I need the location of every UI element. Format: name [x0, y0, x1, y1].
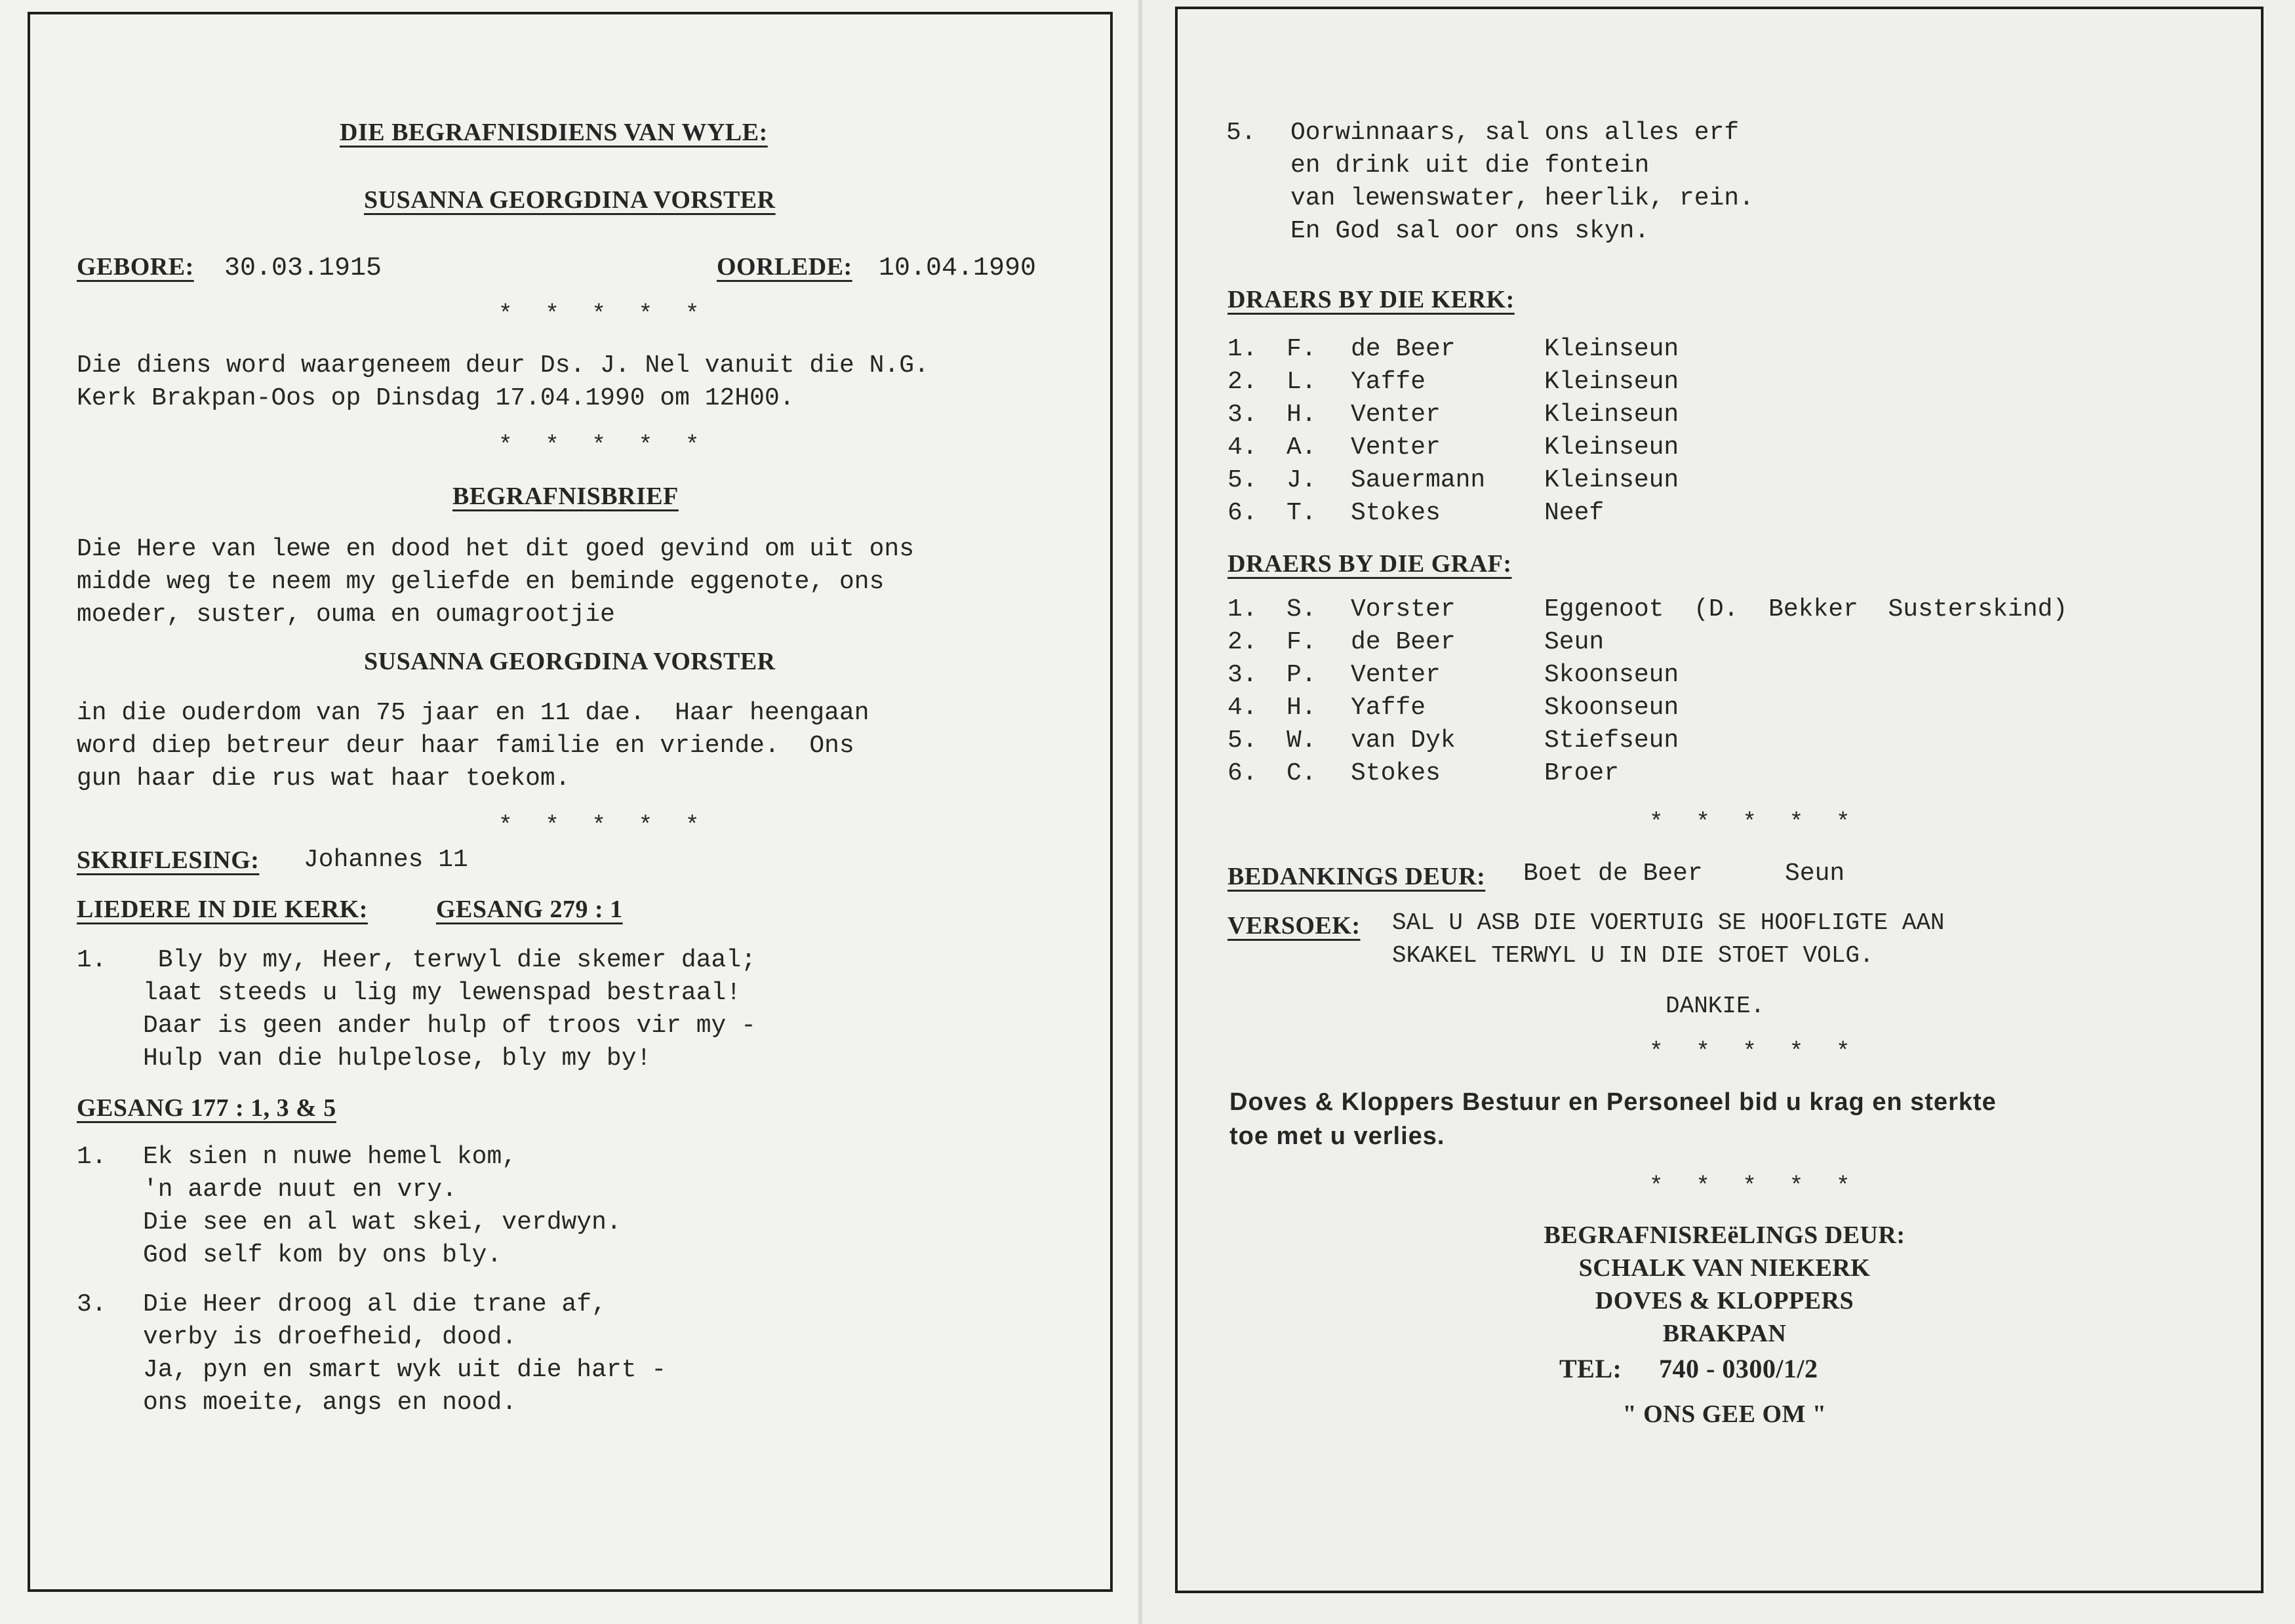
condolence-line-1: Doves & Kloppers Bestuur en Personeel bid u krag en sterkte [1229, 1088, 1997, 1116]
thanks-name: Boet de Beer [1523, 860, 1703, 888]
song2-verse3-line-4: ons moeite, angs en nood. [143, 1389, 517, 1417]
song1-number: 1. [77, 946, 107, 974]
letter-title: BEGRAFNISBRIEF [452, 483, 679, 510]
bearer-surname: Yaffe [1351, 368, 1426, 396]
arrangements-line-4: BRAKPAN [1662, 1320, 1787, 1347]
bearer-surname: Sauermann [1351, 466, 1486, 494]
song1-line-3: Daar is geen ander hulp of troos vir my - [143, 1012, 756, 1040]
song2-verse1-line-4: God self kom by ons bly. [143, 1241, 502, 1269]
age-line-2: word diep betreur deur haar familie en vriende. Ons [77, 732, 854, 760]
bearer-num: 4. [1227, 433, 1258, 462]
verse5-number: 5. [1226, 119, 1256, 147]
bearer-num: 6. [1227, 759, 1258, 787]
song2-verse3-line-1: Die Heer droog al die trane af, [143, 1290, 607, 1318]
bearer-surname: Venter [1351, 401, 1441, 429]
arrangements-line-1: BEGRAFNISREëLINGS DEUR: [1544, 1221, 1906, 1249]
verse5-line-3: van lewenswater, heerlik, rein. [1290, 184, 1754, 212]
song2-verse1-line-3: Die see en al wat skei, verdwyn. [143, 1208, 622, 1237]
separator-stars: * * * * * [1649, 1039, 1860, 1065]
condolence-line-2: toe met u verlies. [1229, 1122, 1445, 1150]
deceased-name-repeat: SUSANNA GEORGDINA VORSTER [364, 648, 776, 675]
song2-verse1-line-1: Ek sien n nuwe hemel kom, [143, 1143, 517, 1171]
bearer-relation: Skoonseun [1544, 661, 1679, 689]
bearer-num: 2. [1227, 628, 1258, 656]
bearer-relation: Eggenoot (D. Bekker Susterskind) [1544, 595, 2068, 624]
bearer-init: A. [1287, 433, 1317, 462]
church-bearers-label: DRAERS BY DIE KERK: [1227, 286, 1515, 313]
deceased-name: SUSANNA GEORGDINA VORSTER [364, 186, 776, 214]
arrangements-line-2: SCHALK VAN NIEKERK [1578, 1254, 1871, 1282]
bearer-surname: van Dyk [1351, 726, 1456, 755]
bearer-init: J. [1287, 466, 1317, 494]
age-line-3: gun haar die rus wat haar toekom. [77, 764, 570, 793]
arrangements-line-3: DOVES & KLOPPERS [1595, 1287, 1854, 1315]
song2-verse3-line-2: verby is droefheid, dood. [143, 1323, 517, 1351]
verse5-line-2: en drink uit die fontein [1290, 151, 1650, 180]
song2-verse3-line-3: Ja, pyn en smart wyk uit die hart - [143, 1356, 667, 1384]
bearer-init: F. [1287, 335, 1317, 363]
song2-label: GESANG 177 : 1, 3 & 5 [77, 1094, 336, 1122]
letter-line-3: moeder, suster, ouma en oumagrootjie [77, 601, 615, 629]
bearer-num: 3. [1227, 401, 1258, 429]
bearer-init: C. [1287, 759, 1317, 787]
tel-value: 740 - 0300/1/2 [1659, 1354, 1818, 1383]
reading-label: SKRIFLESING: [77, 846, 260, 874]
bearer-init: T. [1287, 499, 1317, 527]
bearer-init: L. [1287, 368, 1317, 396]
bearer-relation: Kleinseun [1544, 466, 1679, 494]
grave-bearers-label: DRAERS BY DIE GRAF: [1227, 550, 1512, 578]
song1-line-2: laat steeds u lig my lewenspad bestraal! [143, 979, 742, 1007]
song1-line-1: Bly by my, Heer, terwyl die skemer daal; [143, 946, 756, 974]
song1-line-4: Hulp van die hulpelose, bly my by! [143, 1044, 652, 1073]
bearer-num: 5. [1227, 726, 1258, 755]
request-line-2: SKAKEL TERWYL U IN DIE STOET VOLG. [1392, 942, 1874, 969]
separator-stars: * * * * * [1649, 1173, 1860, 1200]
bearer-init: S. [1287, 595, 1317, 624]
request-line-1: SAL U ASB DIE VOERTUIG SE HOOFLIGTE AAN [1392, 909, 1945, 936]
bearer-init: W. [1287, 726, 1317, 755]
born-label: GEBORE: [77, 253, 194, 281]
bearer-num: 6. [1227, 499, 1258, 527]
song2-verse1-line-2: 'n aarde nuut en vry. [143, 1176, 457, 1204]
bearer-relation: Neef [1544, 499, 1605, 527]
bearer-init: P. [1287, 661, 1317, 689]
separator-stars: * * * * * [1649, 809, 1860, 836]
song2-verse3-number: 3. [77, 1290, 107, 1318]
bearer-relation: Kleinseun [1544, 433, 1679, 462]
bearer-init: F. [1287, 628, 1317, 656]
bearer-surname: Stokes [1351, 499, 1441, 527]
verse5-line-1: Oorwinnaars, sal ons alles erf [1290, 119, 1740, 147]
letter-line-1: Die Here van lewe en dood het dit goed gevind om uit ons [77, 535, 915, 563]
bearer-init: H. [1287, 694, 1317, 722]
bearer-relation: Kleinseun [1544, 335, 1679, 363]
songs-label: LIEDERE IN DIE KERK: [77, 896, 368, 923]
bearer-init: H. [1287, 401, 1317, 429]
bearer-relation: Broer [1544, 759, 1620, 787]
bearer-relation: Skoonseun [1544, 694, 1679, 722]
bearer-surname: Yaffe [1351, 694, 1426, 722]
bearer-relation: Seun [1544, 628, 1605, 656]
bearer-num: 4. [1227, 694, 1258, 722]
thanks-relation: Seun [1785, 860, 1845, 888]
born-value: 30.03.1915 [224, 254, 382, 283]
service-line-2: Kerk Brakpan-Oos op Dinsdag 17.04.1990 om 12H00. [77, 384, 795, 412]
bearer-relation: Kleinseun [1544, 401, 1679, 429]
bearer-surname: de Beer [1351, 628, 1456, 656]
bearer-relation: Stiefseun [1544, 726, 1679, 755]
tel-label: TEL: [1559, 1354, 1622, 1383]
page-fold [1138, 0, 1142, 1624]
bearer-surname: Venter [1351, 433, 1441, 462]
song1-label: GESANG 279 : 1 [436, 896, 623, 923]
bearer-relation: Kleinseun [1544, 368, 1679, 396]
service-title: DIE BEGRAFNISDIENS VAN WYLE: [340, 119, 768, 146]
reading-value: Johannes 11 [304, 846, 468, 874]
bearer-num: 2. [1227, 368, 1258, 396]
bearer-num: 5. [1227, 466, 1258, 494]
bearer-num: 1. [1227, 335, 1258, 363]
request-label: VERSOEK: [1227, 912, 1361, 940]
thanks-word: DANKIE. [1666, 993, 1765, 1020]
died-label: OORLEDE: [717, 253, 852, 281]
bearer-surname: Stokes [1351, 759, 1441, 787]
bearer-surname: Vorster [1351, 595, 1456, 624]
thanks-label: BEDANKINGS DEUR: [1227, 863, 1486, 890]
separator-stars: * * * * * [498, 301, 709, 328]
letter-line-2: midde weg te neem my geliefde en beminde eggenote, ons [77, 568, 885, 596]
bearer-surname: de Beer [1351, 335, 1456, 363]
age-line-1: in die ouderdom van 75 jaar en 11 dae. Haar heengaan [77, 699, 869, 727]
motto: " ONS GEE OM " [1622, 1400, 1827, 1428]
song2-verse1-number: 1. [77, 1143, 107, 1171]
bearer-num: 3. [1227, 661, 1258, 689]
died-value: 10.04.1990 [879, 254, 1037, 283]
separator-stars: * * * * * [498, 432, 709, 459]
verse5-line-4: En God sal oor ons skyn. [1290, 217, 1650, 245]
service-line-1: Die diens word waargeneem deur Ds. J. Nel vanuit die N.G. [77, 351, 929, 380]
separator-stars: * * * * * [498, 812, 709, 839]
bearer-num: 1. [1227, 595, 1258, 624]
bearer-surname: Venter [1351, 661, 1441, 689]
